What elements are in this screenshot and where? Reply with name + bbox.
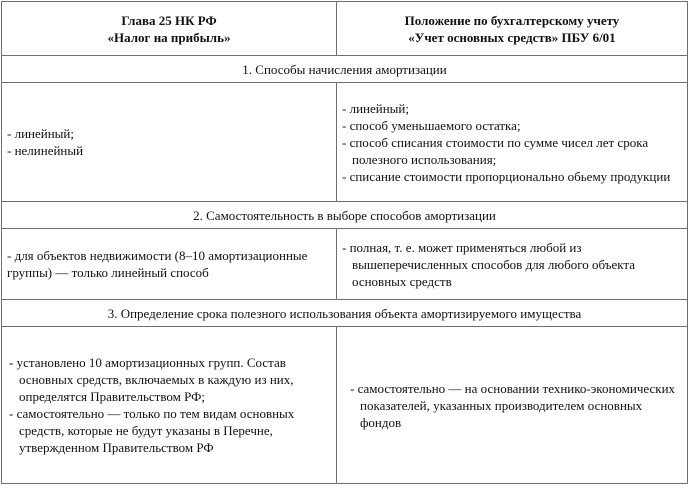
section-row-3 [2,300,688,327]
list-item: - полная, т. е. может применяться любой из вышеперечисленных способов для любого объекта основных средств [342,239,636,289]
tax-code-cell-1 [2,83,337,202]
content-row-2 [2,229,688,300]
list-item: - способ списания стоимости по сумме чисел лет срока полезного использования; [342,134,649,167]
section-title-1: 1. Способы начисления амортизации [2,56,688,83]
header-tax-code-title: Глава 25 НК РФ [121,12,217,28]
section-title-2: 2. Самостоятельность в выборе способов амортизации [2,202,688,229]
standard-cell-1 [337,83,688,202]
header-tax-code-subtitle: «Налог на прибыль» [107,29,231,45]
content-row-1 [2,83,688,202]
section-title-3: 3. Определение срока полезного использования объекта амортизируемого имущества [2,300,688,327]
section-row-1 [2,56,688,83]
section-row-2 [2,202,688,229]
list-item: - самостоятельно — только по тем видам основных средств, которые не будут указаны в Перечне, утвержденном Правительством РФ [9,406,295,455]
header-cell-accounting-standard [337,2,688,56]
header-standard-title: Положение по бухгалтерскому учету [404,12,620,28]
list-item: - самостоятельно — на основании технико-экономических показателей, указанных производителем основных фондов [350,380,676,430]
standard-cell-3 [337,327,688,484]
tax-code-cell-2 [2,229,337,300]
table-header-row [2,2,688,56]
list-item: - линейный; [7,126,74,141]
tax-code-cell-3 [2,327,337,484]
list-item: - установлено 10 амортизационных групп. Состав основных средств, включаемых в каждую из них, определятся Правительством РФ; [9,355,294,404]
list-item: - списание стоимости пропорционально обьему продукции [342,168,671,184]
list-item: - нелинейный [7,143,84,158]
header-cell-tax-code [2,2,337,56]
comparison-table [1,1,688,484]
cell-text: - для объектов недвижимости (8–10 амортизационные группы) — только линейный способ [7,248,308,280]
list-item: - способ уменьшаемого остатка; [342,117,521,133]
list-item: - линейный; [342,100,409,116]
header-standard-subtitle: «Учет основных средств» ПБУ 6/01 [408,29,616,45]
standard-cell-2 [337,229,688,300]
content-row-3 [2,327,688,484]
